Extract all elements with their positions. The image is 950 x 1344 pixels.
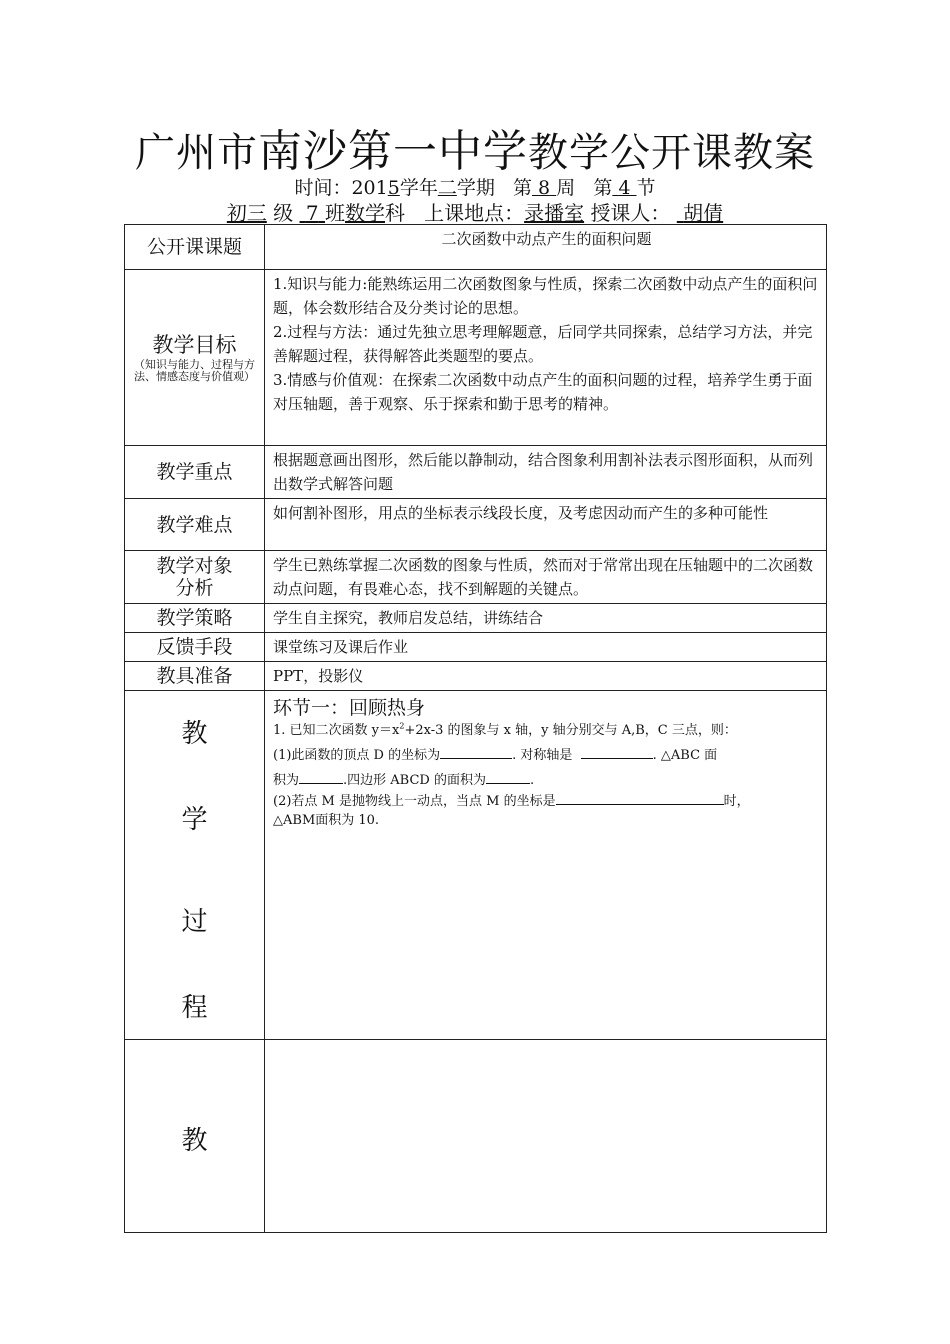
next-section-label-cell [125,1040,265,1233]
section-title: 环节一：回顾热身 [273,697,426,719]
feedback-label: 反馈手段 [125,633,265,662]
tools-value: PPT，投影仪 [265,662,827,691]
goals-label-cell [125,270,265,446]
answer-blank [486,769,530,784]
page-title: 广州市南沙第一中学教学公开课教案 [135,126,815,177]
feedback-value: 课堂练习及课后作业 [265,633,827,662]
process-label-char: 教 [181,719,208,749]
answer-blank [581,744,653,759]
grade: 初三 [226,201,267,225]
question-1-part-1-cont: 积为 .四边形 ABCD 的面积为 . [273,769,820,790]
process-label-char: 程 [181,993,208,1023]
class-line: 初三 级 7 班数学科 上课地点：录播室 授课人： 胡倩 [226,201,724,225]
teacher-name: 胡倩 [683,201,724,225]
key-row [125,446,827,499]
semester: 二 [437,177,457,199]
question-1: 1. 已知二次函数 $y=x^2+2x-3$ 的图象与 x 轴，y 轴分别交与 A,B，C 三点，则： [273,721,737,738]
feedback-row [125,633,827,662]
strategy-row [125,604,827,633]
strategy-label: 教学策略 [125,604,265,633]
time-line: 时间：2015学年二学期 第 8 周 第 4 节 [294,177,656,199]
question-1-part-2-cont: △ABM面积为 10. [273,813,380,828]
class-number: 7 [305,201,319,225]
goals-row [125,270,827,446]
answer-blank [440,744,512,759]
key-label: 教学重点 [125,446,265,499]
year-digit: 5 [387,177,400,199]
question-1-part-2: (2)若点 M 是抛物线上一动点，当点 M 的坐标是 时， [273,790,820,811]
next-section-content [265,1040,827,1233]
lesson-plan-table [124,224,827,1233]
answer-blank [556,790,724,805]
goal-item: 2.过程与方法：通过先独立思考理解题意，后同学共同探索，总结学习方法，并完善解题过程，获得解答此类题型的要点。 [273,323,813,365]
process-label-cell [125,691,265,1040]
week-number: 8 [538,177,551,199]
audience-label-cell [125,551,265,604]
goals-content [265,270,827,446]
process-label-char: 过 [181,907,208,937]
answer-blank [299,769,343,784]
audience-label: 教学对象 [156,555,233,577]
difficult-label: 教学难点 [125,499,265,551]
difficult-row [125,499,827,551]
goal-item: 3.情感与价值观：在探索二次函数中动点产生的面积问题的过程，培养学生勇于面对压轴题，善于观察、乐于探索和勤于思考的精神。 [273,371,813,413]
audience-label: 分析 [175,577,214,599]
goal-item: 1.知识与能力:能熟练运用二次函数图象与性质，探索二次函数中动点产生的面积问题，体会数形结合及分类讨论的思想。 [273,275,818,317]
difficult-value: 如何割补图形，用点的坐标表示线段长度，及考虑因动而产生的多种可能性 [265,499,827,551]
subject: 数学 [345,201,385,225]
tools-label: 教具准备 [125,662,265,691]
topic-row [125,225,827,270]
topic-value: 二次函数中动点产生的面积问题 [265,225,827,270]
process-label-char: 学 [181,805,208,835]
next-section-label-char: 教 [181,1126,208,1156]
location: 录播室 [524,201,585,225]
tools-row [125,662,827,691]
audience-row [125,551,827,604]
period-number: 4 [618,177,631,199]
process-row [125,691,827,1040]
goals-label: 教学目标 [152,332,237,357]
question-1-part-1: (1)此函数的顶点 D 的坐标为 . 对称轴是 . △ABC 面 [273,744,820,765]
goals-sublabel: （知识与能力、过程与方法、情感态度与价值观） [134,357,255,383]
strategy-value: 学生自主探究，教师启发总结，讲练结合 [265,604,827,633]
topic-label: 公开课课题 [125,225,265,270]
audience-value: 学生已熟练掌握二次函数的图象与性质，然而对于常常出现在压轴题中的二次函数动点问题，有畏难心态，找不到解题的关键点。 [265,551,827,604]
key-value: 根据题意画出图形，然后能以静制动，结合图象利用割补法表示图形面积，从而列出数学式解答问题 [265,446,827,499]
school-name: 南沙第一中学 [258,126,528,177]
next-section-row [125,1040,827,1233]
process-content [265,691,827,1040]
